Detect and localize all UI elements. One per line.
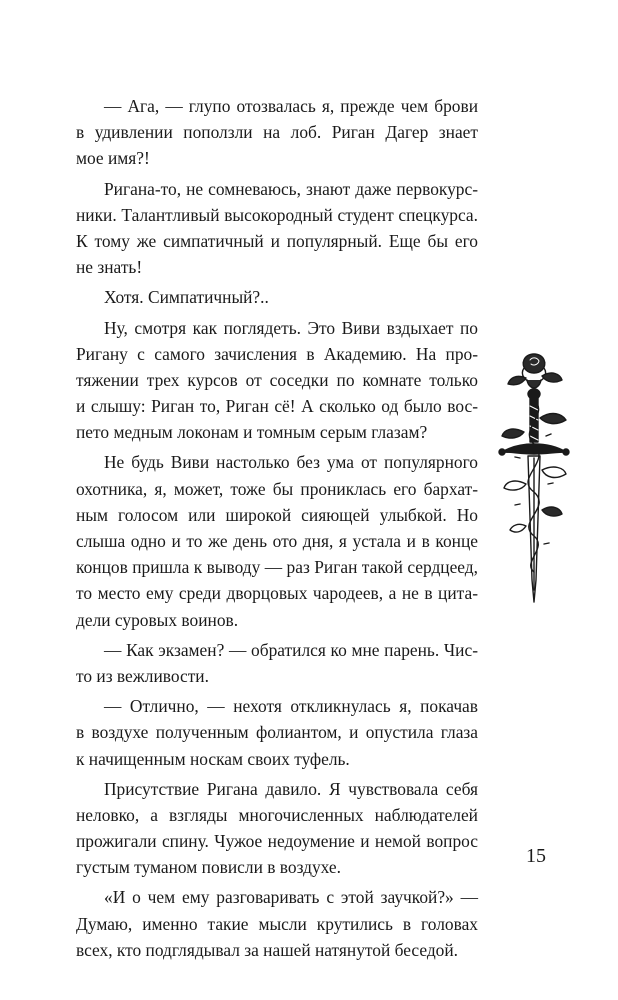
text-line: то из вежливости. bbox=[76, 665, 209, 686]
text-line: охотника, я, может, тоже бы прониклась его бархат- bbox=[76, 478, 478, 499]
text-line: концов пришла к выводу — раз Риган такой сердцеед, bbox=[76, 557, 478, 578]
paragraph bbox=[76, 284, 478, 310]
text-line: — Как экзамен? — обратился ко мне парень. Чис- bbox=[104, 639, 478, 660]
text-line: всех, кто подглядывал за нашей натянутой беседой. bbox=[76, 939, 459, 960]
text-line: Присутствие Ригана давило. Я чувствовала себя bbox=[104, 778, 478, 799]
text-line: Хотя. Симпатичный?.. bbox=[104, 287, 269, 308]
text-line: к начищенным носкам своих туфель. bbox=[76, 748, 350, 769]
page-number: 15 bbox=[526, 845, 546, 867]
text-line: дели суровых воинов. bbox=[76, 609, 239, 630]
text-line: ным голосом или широкой сияющей улыбкой. Но bbox=[76, 504, 478, 525]
text-line: в воздухе полученным фолиантом, и опустила глаза bbox=[76, 722, 478, 743]
paragraph bbox=[76, 776, 478, 881]
text-line: то место ему среди дворцовых чародеев, а не в цита- bbox=[76, 583, 478, 604]
text-line: прожигали спину. Чужое недоумение и немой вопрос bbox=[76, 831, 478, 852]
paragraph bbox=[76, 693, 478, 772]
paragraph bbox=[76, 637, 478, 689]
paragraph bbox=[76, 884, 478, 963]
text-line: «И о чем ему разговаривать с этой заучкой?» — bbox=[104, 887, 478, 908]
text-line: в удивлении поползли на лоб. Риган Дагер знает bbox=[76, 122, 478, 143]
text-line: — Отлично, — нехотя откликнулась я, покачав bbox=[104, 696, 478, 717]
text-line: густым туманом повисли в воздухе. bbox=[76, 857, 341, 878]
text-line: Ригану с самого зачисления в Академию. На про- bbox=[76, 343, 478, 364]
text-line: неловко, а взгляды многочисленных наблюдателей bbox=[76, 804, 478, 825]
text-line: — Ага, — глупо отозвалась я, прежде чем брови bbox=[104, 96, 478, 116]
text-line: и слышу: Риган то, Риган сё! А сколько од было вос- bbox=[76, 396, 478, 417]
paragraph bbox=[76, 315, 478, 446]
text-line: Думаю, именно такие мысли крутились в головах bbox=[76, 913, 478, 934]
text-line: слыша одно и то же день ото дня, я устала и в конце bbox=[76, 531, 478, 551]
text-line: Не будь Виви настолько без ума от популярного bbox=[104, 452, 478, 473]
text-line: мое имя?! bbox=[76, 148, 150, 169]
text-line: К тому же симпатичный и популярный. Еще бы его bbox=[76, 230, 478, 251]
text-line: ники. Талантливый высокородный студент спецкурса. bbox=[76, 204, 478, 225]
text-line: тяжении трех курсов от соседки по комнате только bbox=[76, 369, 478, 390]
text-line: пето медным локонам и томным серым глазам? bbox=[76, 422, 428, 443]
text-line: Ну, смотря как поглядеть. Это Виви вздыхает по bbox=[104, 317, 478, 338]
paragraph bbox=[76, 449, 478, 632]
paragraph bbox=[76, 93, 478, 172]
dagger-with-rose-icon bbox=[494, 340, 574, 610]
body-text bbox=[76, 93, 478, 963]
text-line: не знать! bbox=[76, 257, 143, 278]
paragraph bbox=[76, 176, 478, 281]
text-line: Ригана-то, не сомневаюсь, знают даже первокурс- bbox=[104, 178, 478, 199]
